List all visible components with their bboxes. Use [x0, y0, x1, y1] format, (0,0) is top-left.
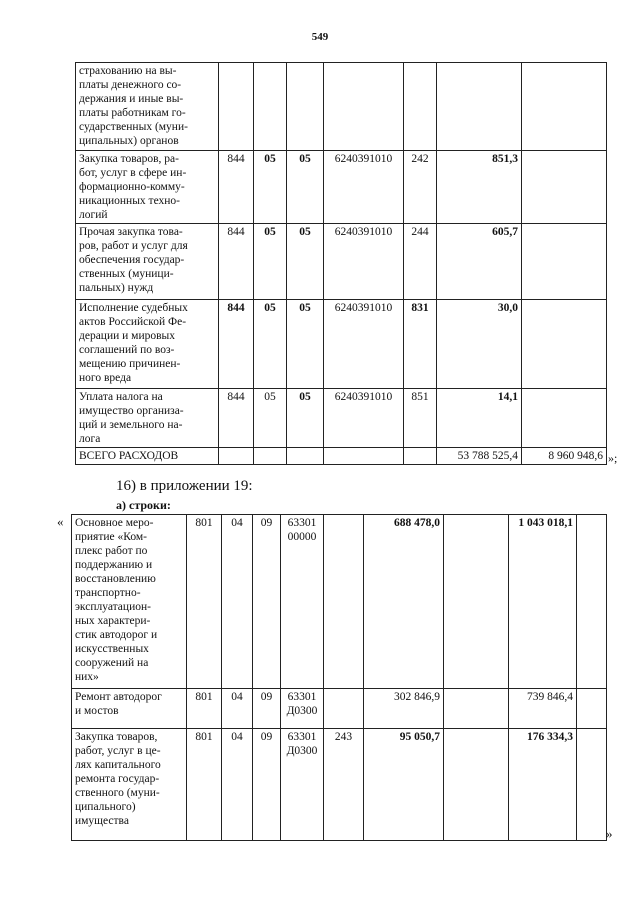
table-row	[72, 689, 607, 729]
cell-amount-empty	[444, 689, 509, 729]
subheading: а) строки:	[116, 498, 171, 512]
cell-amount-1: 605,7	[437, 224, 522, 300]
expense-table-bottom	[71, 514, 607, 841]
cell-expense-type: 851	[404, 389, 437, 448]
closing-quote-mark: »	[606, 826, 613, 841]
cell-ministry: 844	[219, 224, 254, 300]
cell-subsection	[287, 63, 324, 151]
closing-quote-mark: »;	[608, 451, 618, 465]
expense-table-top	[75, 62, 607, 465]
cell-section: 05	[254, 151, 287, 224]
cell-amount-2	[522, 224, 607, 300]
cell-amount-1: 851,3	[437, 151, 522, 224]
empty-cell	[324, 448, 404, 465]
cell-expense-type: 831	[404, 300, 437, 389]
cell-subsection: 05	[287, 224, 324, 300]
opening-quote-mark: «	[57, 514, 64, 529]
cell-target-article: 6240391010	[324, 151, 404, 224]
cell-amount-1: 14,1	[437, 389, 522, 448]
empty-cell	[287, 448, 324, 465]
cell-section: 05	[254, 224, 287, 300]
empty-cell	[219, 448, 254, 465]
cell-section: 05	[254, 389, 287, 448]
cell-amount-empty	[444, 515, 509, 689]
cell-amount-2	[522, 389, 607, 448]
cell-empty	[577, 515, 607, 689]
cell-ministry: 801	[187, 689, 222, 729]
row-description: Ремонт автодорог и мостов	[72, 689, 187, 729]
cell-amount-2	[522, 151, 607, 224]
cell-section: 04	[222, 689, 253, 729]
cell-amount-1: 95 050,7	[364, 729, 444, 841]
row-description: Исполнение судебных актов Российской Фе- дерации и мировых соглашений по воз- мещению причинен- ного вреда	[76, 300, 219, 389]
cell-amount-2	[522, 300, 607, 389]
total-row	[76, 448, 607, 465]
cell-target-article: 6240391010	[324, 300, 404, 389]
table-row	[76, 300, 607, 389]
table-row	[76, 389, 607, 448]
row-description: Прочая закупка това- ров, работ и услуг для обеспечения государ- ственных (муници- пальных) нужд	[76, 224, 219, 300]
cell-amount-2: 739 846,4	[509, 689, 577, 729]
cell-expense-type: 244	[404, 224, 437, 300]
cell-amount-1: 302 846,9	[364, 689, 444, 729]
row-description: Уплата налога на имущество организа- ций и земельного на- лога	[76, 389, 219, 448]
cell-empty	[577, 729, 607, 841]
cell-ministry	[219, 63, 254, 151]
cell-ministry: 801	[187, 729, 222, 841]
cell-amount-1: 688 478,0	[364, 515, 444, 689]
table-row	[72, 729, 607, 841]
cell-amount-2: 176 334,3	[509, 729, 577, 841]
section-heading: 16) в приложении 19:	[116, 478, 253, 494]
cell-expense-type: 242	[404, 151, 437, 224]
table-row	[76, 224, 607, 300]
total-amount-2: 8 960 948,6	[522, 448, 607, 465]
cell-subsection: 09	[253, 729, 281, 841]
cell-target-article: 6240391010	[324, 389, 404, 448]
cell-ministry: 844	[219, 151, 254, 224]
cell-amount-1: 30,0	[437, 300, 522, 389]
row-description: Закупка товаров, работ, услуг в це- лях капитального ремонта государ- ственного (муни- ципального) имущества	[72, 729, 187, 841]
cell-amount-2	[522, 63, 607, 151]
cell-target-article: 63301 Д0300	[281, 729, 324, 841]
cell-empty	[577, 689, 607, 729]
cell-target-article: 6240391010	[324, 224, 404, 300]
row-description: страхованию на вы- платы денежного со- держания и иные вы- платы работникам го- сударственных (муни- ципальных) органов	[76, 63, 219, 151]
cell-section	[254, 63, 287, 151]
total-amount-1: 53 788 525,4	[437, 448, 522, 465]
cell-section: 04	[222, 515, 253, 689]
cell-amount-2: 1 043 018,1	[509, 515, 577, 689]
cell-ministry: 801	[187, 515, 222, 689]
cell-ministry: 844	[219, 300, 254, 389]
page-number: 549	[311, 31, 329, 43]
total-label: ВСЕГО РАСХОДОВ	[76, 448, 219, 465]
cell-subsection: 09	[253, 689, 281, 729]
cell-subsection: 05	[287, 151, 324, 224]
row-description: Основное меро- приятие «Ком- плекс работ по поддержанию и восстановлению транспортно- эксплуатацион- ных характери- стик автодорог и искусственных сооружений на них»	[72, 515, 187, 689]
cell-amount-empty	[444, 729, 509, 841]
cell-subsection: 05	[287, 389, 324, 448]
table-row	[76, 63, 607, 151]
empty-cell	[404, 448, 437, 465]
cell-section: 05	[254, 300, 287, 389]
row-description: Закупка товаров, ра- бот, услуг в сфере ин- формационно-комму- никационных техно- логий	[76, 151, 219, 224]
cell-subsection: 05	[287, 300, 324, 389]
cell-expense-type	[324, 515, 364, 689]
cell-expense-type	[404, 63, 437, 151]
empty-cell	[254, 448, 287, 465]
cell-target-article: 63301 Д0300	[281, 689, 324, 729]
cell-expense-type	[324, 689, 364, 729]
cell-section: 04	[222, 729, 253, 841]
cell-target-article: 63301 00000	[281, 515, 324, 689]
cell-subsection: 09	[253, 515, 281, 689]
table-row	[76, 151, 607, 224]
cell-target-article	[324, 63, 404, 151]
cell-expense-type: 243	[324, 729, 364, 841]
table-row	[72, 515, 607, 689]
cell-ministry: 844	[219, 389, 254, 448]
cell-amount-1	[437, 63, 522, 151]
